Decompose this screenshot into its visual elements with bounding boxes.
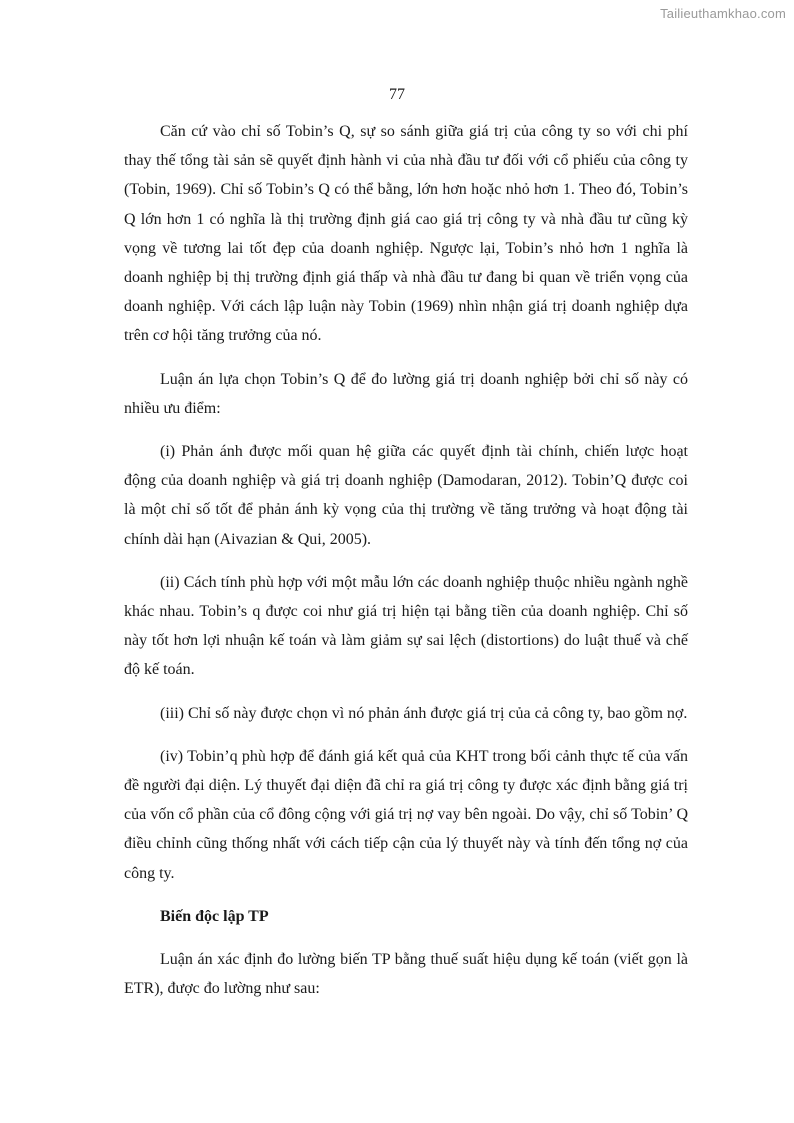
paragraph-reason-intro: Luận án lựa chọn Tobin’s Q để đo lường giá trị doanh nghiệp bởi chỉ số này có nhiều ưu điểm: xyxy=(124,370,688,417)
watermark-text: Tailieuthamkhao.com xyxy=(660,6,786,21)
paragraph-reason-iv: (iv) Tobin’q phù hợp để đánh giá kết quả của KHT trong bối cảnh thực tế của vấn đề người đại diện. Lý thuyết đại diện đã chỉ ra giá trị công ty được xác định bằng giá trị của vốn cổ phần của cổ đông cộng với giá trị nợ vay bên ngoài. Do vậy, chỉ số Tobin’ Q điều chỉnh cũng thống nhất với cách tiếp cận của lý thuyết này và tính đến tổng nợ của công ty. xyxy=(124,747,688,882)
paragraph-etr-intro: Luận án xác định đo lường biến TP bằng thuế suất hiệu dụng kế toán (viết gọn là ETR), được đo lường như sau: xyxy=(124,951,688,998)
page-number: 77 xyxy=(389,86,405,103)
paragraph-reason-i: (i) Phản ánh được mối quan hệ giữa các quyết định tài chính, chiến lược hoạt động của doanh nghiệp và giá trị doanh nghiệp (Damodaran, 2012). Tobin’Q được coi là một chỉ số tốt để phản ánh kỳ vọng của thị trường về tăng trưởng và hoạt động tài chính dài hạn (Aivazian & Qui, 2005). xyxy=(124,443,688,548)
paragraph-reason-iii: (iii) Chỉ số này được chọn vì nó phản ánh được giá trị của cả công ty, bao gồm nợ. xyxy=(160,704,688,722)
document-body xyxy=(124,117,688,1017)
section-heading: Biến độc lập TP xyxy=(160,907,269,925)
paragraph-reason-ii: (ii) Cách tính phù hợp với một mẫu lớn các doanh nghiệp thuộc nhiều ngành nghề khác nhau. Tobin’s q được coi như giá trị hiện tại bằng tiền của doanh nghiệp. Chỉ số này tốt hơn lợi nhuận kế toán và làm giảm sự sai lệch (distortions) do luật thuế và chế độ kế toán. xyxy=(124,573,688,679)
paragraph-tobins-q-definition: Căn cứ vào chỉ số Tobin’s Q, sự so sánh giữa giá trị của công ty so với chi phí thay thế tổng tài sản sẽ quyết định hành vi của nhà đầu tư đối với cổ phiếu của công ty (Tobin, 1969). Chỉ số Tobin’s Q có thể bằng, lớn hơn hoặc nhỏ hơn 1. Theo đó, Tobin’s Q lớn hơn 1 có nghĩa là thị trường định giá cao giá trị công ty và nhà đầu tư cũng kỳ vọng về tương lai tốt đẹp của doanh nghiệp. Ngược lại, Tobin’s nhỏ hơn 1 nghĩa là doanh nghiệp bị thị trường định giá thấp và nhà đầu tư đang bi quan về triển vọng của doanh nghiệp. Với cách lập luận này Tobin (1969) nhìn nhận giá trị doanh nghiệp dựa trên cơ hội tăng trưởng của nó. xyxy=(124,123,688,345)
